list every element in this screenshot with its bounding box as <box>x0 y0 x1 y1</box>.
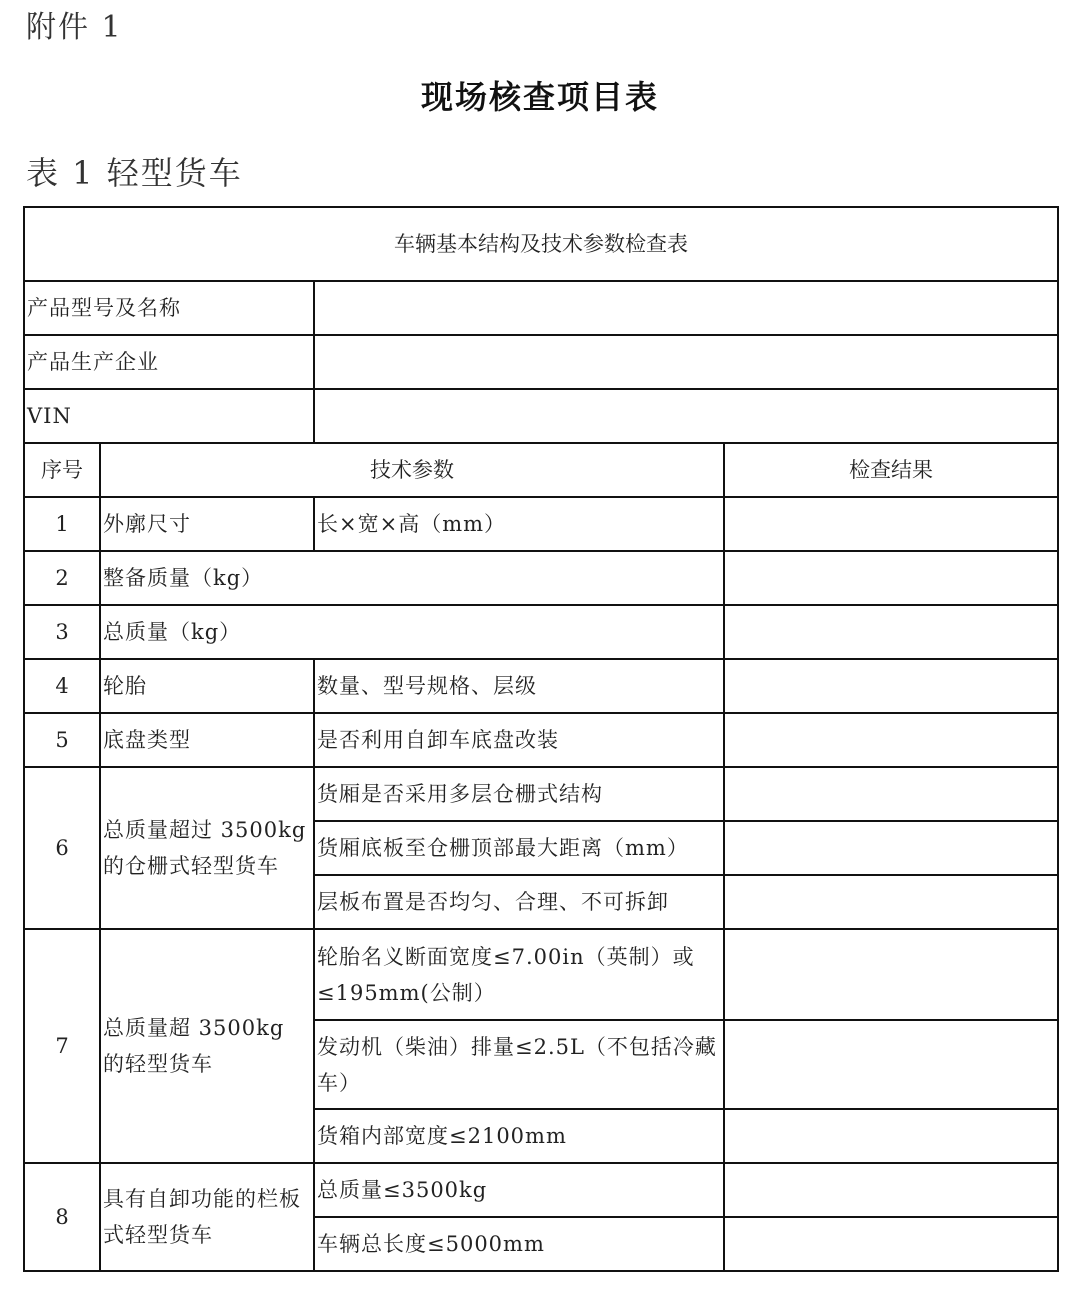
result-cell[interactable] <box>724 713 1058 767</box>
result-cell[interactable] <box>724 605 1058 659</box>
row-item: 整备质量（kg） <box>100 551 724 605</box>
inspection-table <box>23 206 1059 1272</box>
result-cell[interactable] <box>724 929 1058 1020</box>
row-number: 7 <box>24 929 100 1163</box>
page-title: 现场核查项目表 <box>420 78 659 116</box>
row-item: 轮胎 <box>100 659 314 713</box>
table-row <box>24 659 1058 713</box>
row-sub-item: 车辆总长度≤5000mm <box>314 1217 724 1271</box>
attachment-label: 附件 1 <box>26 10 123 45</box>
column-header-param: 技术参数 <box>100 443 724 497</box>
info-value-vin[interactable] <box>314 389 1058 443</box>
row-sub-item: 货厢底板至仓栅顶部最大距离（mm） <box>314 821 724 875</box>
table-row <box>24 713 1058 767</box>
row-number: 5 <box>24 713 100 767</box>
row-number: 4 <box>24 659 100 713</box>
result-cell[interactable] <box>724 1163 1058 1217</box>
row-item: 外廓尺寸 <box>100 497 314 551</box>
result-cell[interactable] <box>724 659 1058 713</box>
row-sub-item: 总质量≤3500kg <box>314 1163 724 1217</box>
column-header-no: 序号 <box>24 443 100 497</box>
info-label-model: 产品型号及名称 <box>24 281 314 335</box>
result-cell[interactable] <box>724 551 1058 605</box>
row-number: 1 <box>24 497 100 551</box>
row-number: 2 <box>24 551 100 605</box>
result-cell[interactable] <box>724 497 1058 551</box>
table-row <box>24 929 1058 1020</box>
column-header-result: 检查结果 <box>724 443 1058 497</box>
table-row <box>24 497 1058 551</box>
result-cell[interactable] <box>724 767 1058 821</box>
table-row <box>24 767 1058 821</box>
table-row <box>24 551 1058 605</box>
result-cell[interactable] <box>724 821 1058 875</box>
info-value-manufacturer[interactable] <box>314 335 1058 389</box>
result-cell[interactable] <box>724 1109 1058 1163</box>
row-sub-item: 发动机（柴油）排量≤2.5L（不包括冷藏车） <box>314 1020 724 1109</box>
row-sub-item: 长×宽×高（mm） <box>314 497 724 551</box>
row-item: 总质量超 3500kg 的轻型货车 <box>100 929 314 1163</box>
row-item: 具有自卸功能的栏板式轻型货车 <box>100 1163 314 1271</box>
row-number: 3 <box>24 605 100 659</box>
row-sub-item: 货箱内部宽度≤2100mm <box>314 1109 724 1163</box>
row-item: 总质量（kg） <box>100 605 724 659</box>
row-item: 总质量超过 3500kg 的仓栅式轻型货车 <box>100 767 314 929</box>
row-number: 6 <box>24 767 100 929</box>
row-sub-item: 是否利用自卸车底盘改装 <box>314 713 724 767</box>
info-label-manufacturer: 产品生产企业 <box>24 335 314 389</box>
row-sub-item: 数量、型号规格、层级 <box>314 659 724 713</box>
row-sub-item: 轮胎名义断面宽度≤7.00in（英制）或≤195mm(公制） <box>314 929 724 1020</box>
row-number: 8 <box>24 1163 100 1271</box>
info-label-vin: VIN <box>24 389 314 443</box>
result-cell[interactable] <box>724 1217 1058 1271</box>
table-row <box>24 605 1058 659</box>
table-row <box>24 1163 1058 1217</box>
row-sub-item: 层板布置是否均匀、合理、不可拆卸 <box>314 875 724 929</box>
row-sub-item: 货厢是否采用多层仓栅式结构 <box>314 767 724 821</box>
table-subtitle: 表 1 轻型货车 <box>26 154 243 192</box>
result-cell[interactable] <box>724 875 1058 929</box>
table-header: 车辆基本结构及技术参数检查表 <box>24 207 1058 281</box>
row-item: 底盘类型 <box>100 713 314 767</box>
result-cell[interactable] <box>724 1020 1058 1109</box>
info-value-model[interactable] <box>314 281 1058 335</box>
